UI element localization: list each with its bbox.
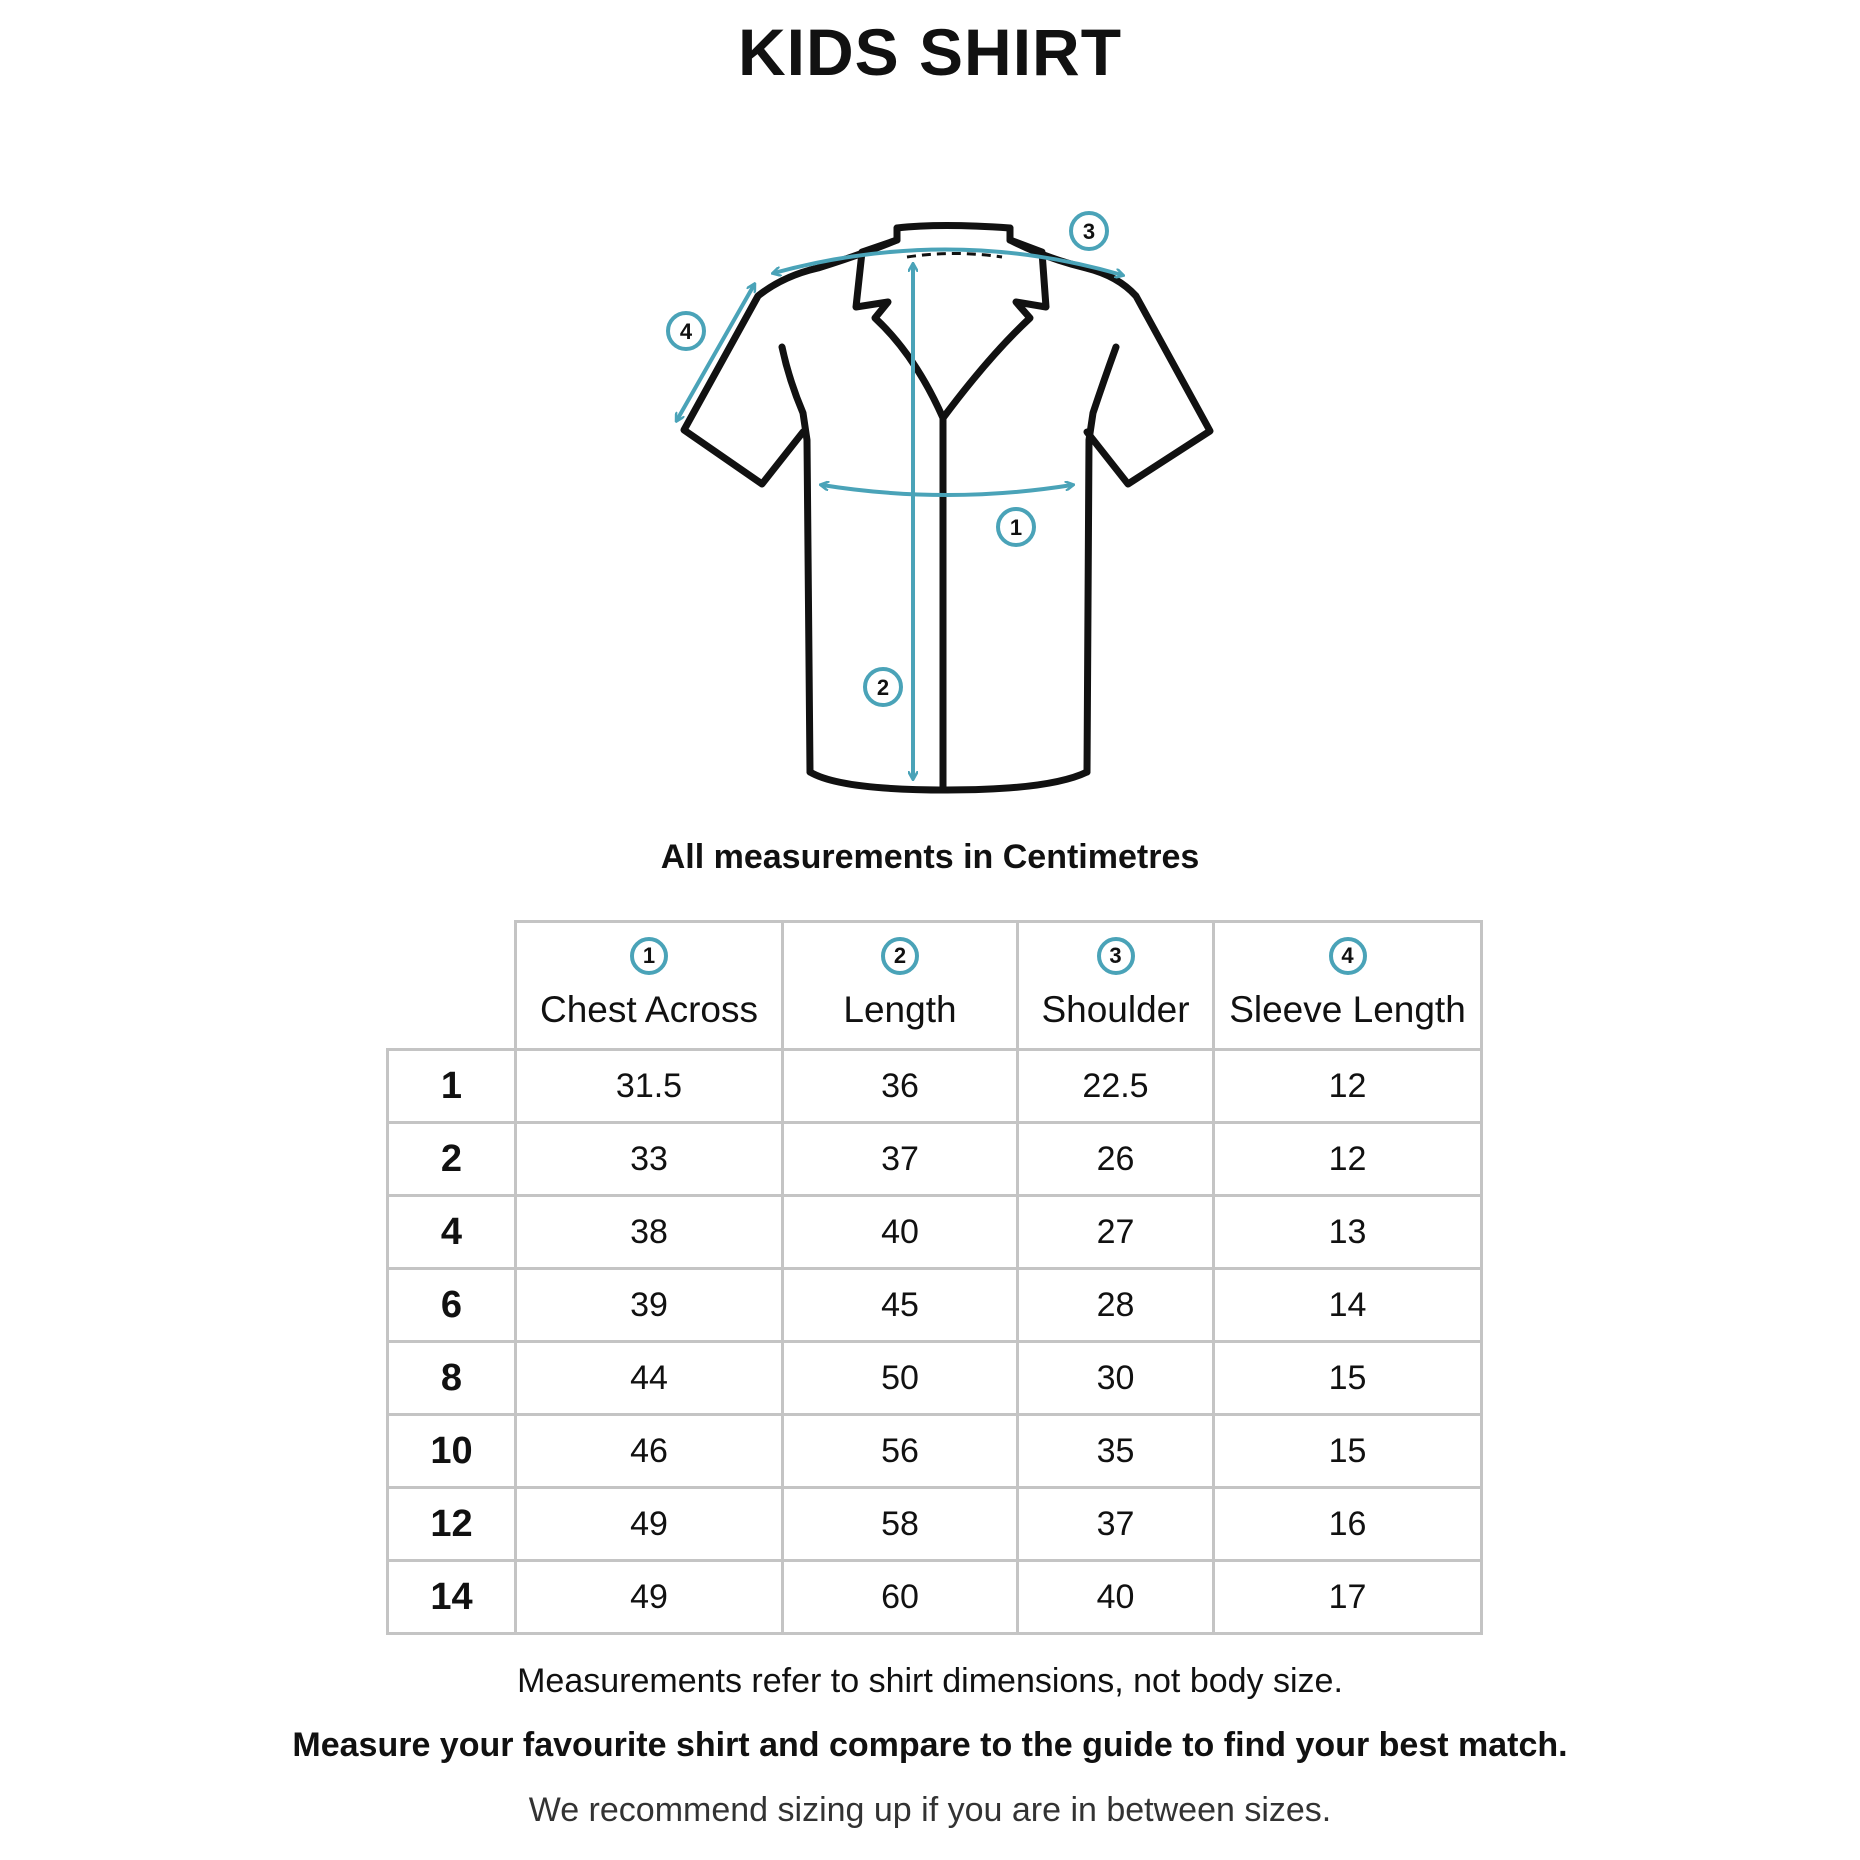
size-label: 6: [388, 1269, 516, 1342]
sleeve-cell: 12: [1214, 1123, 1482, 1196]
length-cell: 36: [783, 1050, 1018, 1123]
marker-4-icon: 4: [1329, 937, 1367, 975]
table-row: [388, 1415, 1482, 1488]
collar-dash: [907, 254, 1002, 258]
shirt-diagram: [0, 0, 1860, 820]
marker-3-icon: 3: [1097, 937, 1135, 975]
sleeve-cell: 12: [1214, 1050, 1482, 1123]
dimensions-note: Measurements refer to shirt dimensions, not body size.: [517, 1662, 1343, 1700]
table-row: [388, 1269, 1482, 1342]
chest-cell: 38: [516, 1196, 783, 1269]
shoulder-cell: 37: [1018, 1488, 1214, 1561]
size-label: 10: [388, 1415, 516, 1488]
sleeve-cell: 13: [1214, 1196, 1482, 1269]
size-label: 14: [388, 1561, 516, 1634]
column-label: Shoulder: [1041, 989, 1190, 1030]
table-row: [388, 1342, 1482, 1415]
chest-cell: 49: [516, 1488, 783, 1561]
shoulder-cell: 27: [1018, 1196, 1214, 1269]
chest-guide: [822, 485, 1072, 495]
sleeve-guide: [677, 285, 754, 420]
marker-2-icon: [865, 669, 901, 705]
size-label: 2: [388, 1123, 516, 1196]
marker-1-icon: [998, 509, 1034, 545]
svg-text:3: 3: [1082, 219, 1096, 244]
length-cell: 60: [783, 1561, 1018, 1634]
chest-cell: 44: [516, 1342, 783, 1415]
column-label: Length: [843, 989, 957, 1030]
page-title: KIDS SHIRT: [737, 15, 1123, 89]
sleeve-cell: 15: [1214, 1415, 1482, 1488]
size-label: 12: [388, 1488, 516, 1561]
column-label: Chest Across: [540, 989, 758, 1030]
sleeve-cell: 14: [1214, 1269, 1482, 1342]
sleeve-cell: 17: [1214, 1561, 1482, 1634]
length-cell: 56: [783, 1415, 1018, 1488]
column-header-sleeve: [1214, 922, 1482, 1050]
shoulder-cell: 28: [1018, 1269, 1214, 1342]
table-row: [388, 1488, 1482, 1561]
length-cell: 50: [783, 1342, 1018, 1415]
shoulder-cell: 30: [1018, 1342, 1214, 1415]
column-header-chest: [516, 922, 783, 1050]
size-label: 4: [388, 1196, 516, 1269]
marker-4-icon: [668, 313, 704, 349]
svg-text:4: 4: [679, 319, 693, 344]
table-corner: [388, 922, 516, 1050]
table-row: [388, 1561, 1482, 1634]
shoulder-guide: [774, 249, 1122, 275]
chest-cell: 31.5: [516, 1050, 783, 1123]
shoulder-cell: 22.5: [1018, 1050, 1214, 1123]
units-note: All measurements in Centimetres: [660, 838, 1200, 876]
length-cell: 40: [783, 1196, 1018, 1269]
svg-text:1: 1: [1009, 515, 1023, 540]
chest-cell: 49: [516, 1561, 783, 1634]
chest-cell: 33: [516, 1123, 783, 1196]
sizing-advice: We recommend sizing up if you are in between sizes.: [528, 1791, 1332, 1829]
length-cell: 58: [783, 1488, 1018, 1561]
shoulder-cell: 40: [1018, 1561, 1214, 1634]
shirt-outline: [684, 226, 1210, 791]
sleeve-cell: 16: [1214, 1488, 1482, 1561]
table-header-row: [388, 922, 1482, 1050]
shoulder-cell: 35: [1018, 1415, 1214, 1488]
sleeve-cell: 15: [1214, 1342, 1482, 1415]
measure-tip: Measure your favourite shirt and compare to the guide to find your best match.: [292, 1726, 1568, 1764]
marker-3-icon: [1071, 213, 1107, 249]
chest-cell: 39: [516, 1269, 783, 1342]
column-header-length: [783, 922, 1018, 1050]
size-label: 8: [388, 1342, 516, 1415]
length-cell: 37: [783, 1123, 1018, 1196]
table-row: [388, 1123, 1482, 1196]
column-header-shoulder: [1018, 922, 1214, 1050]
size-table: [386, 920, 1483, 1635]
chest-cell: 46: [516, 1415, 783, 1488]
svg-text:2: 2: [876, 675, 890, 700]
length-cell: 45: [783, 1269, 1018, 1342]
marker-1-icon: 1: [630, 937, 668, 975]
size-label: 1: [388, 1050, 516, 1123]
table-row: [388, 1196, 1482, 1269]
column-label: Sleeve Length: [1229, 989, 1466, 1030]
shoulder-cell: 26: [1018, 1123, 1214, 1196]
table-row: [388, 1050, 1482, 1123]
marker-2-icon: 2: [881, 937, 919, 975]
